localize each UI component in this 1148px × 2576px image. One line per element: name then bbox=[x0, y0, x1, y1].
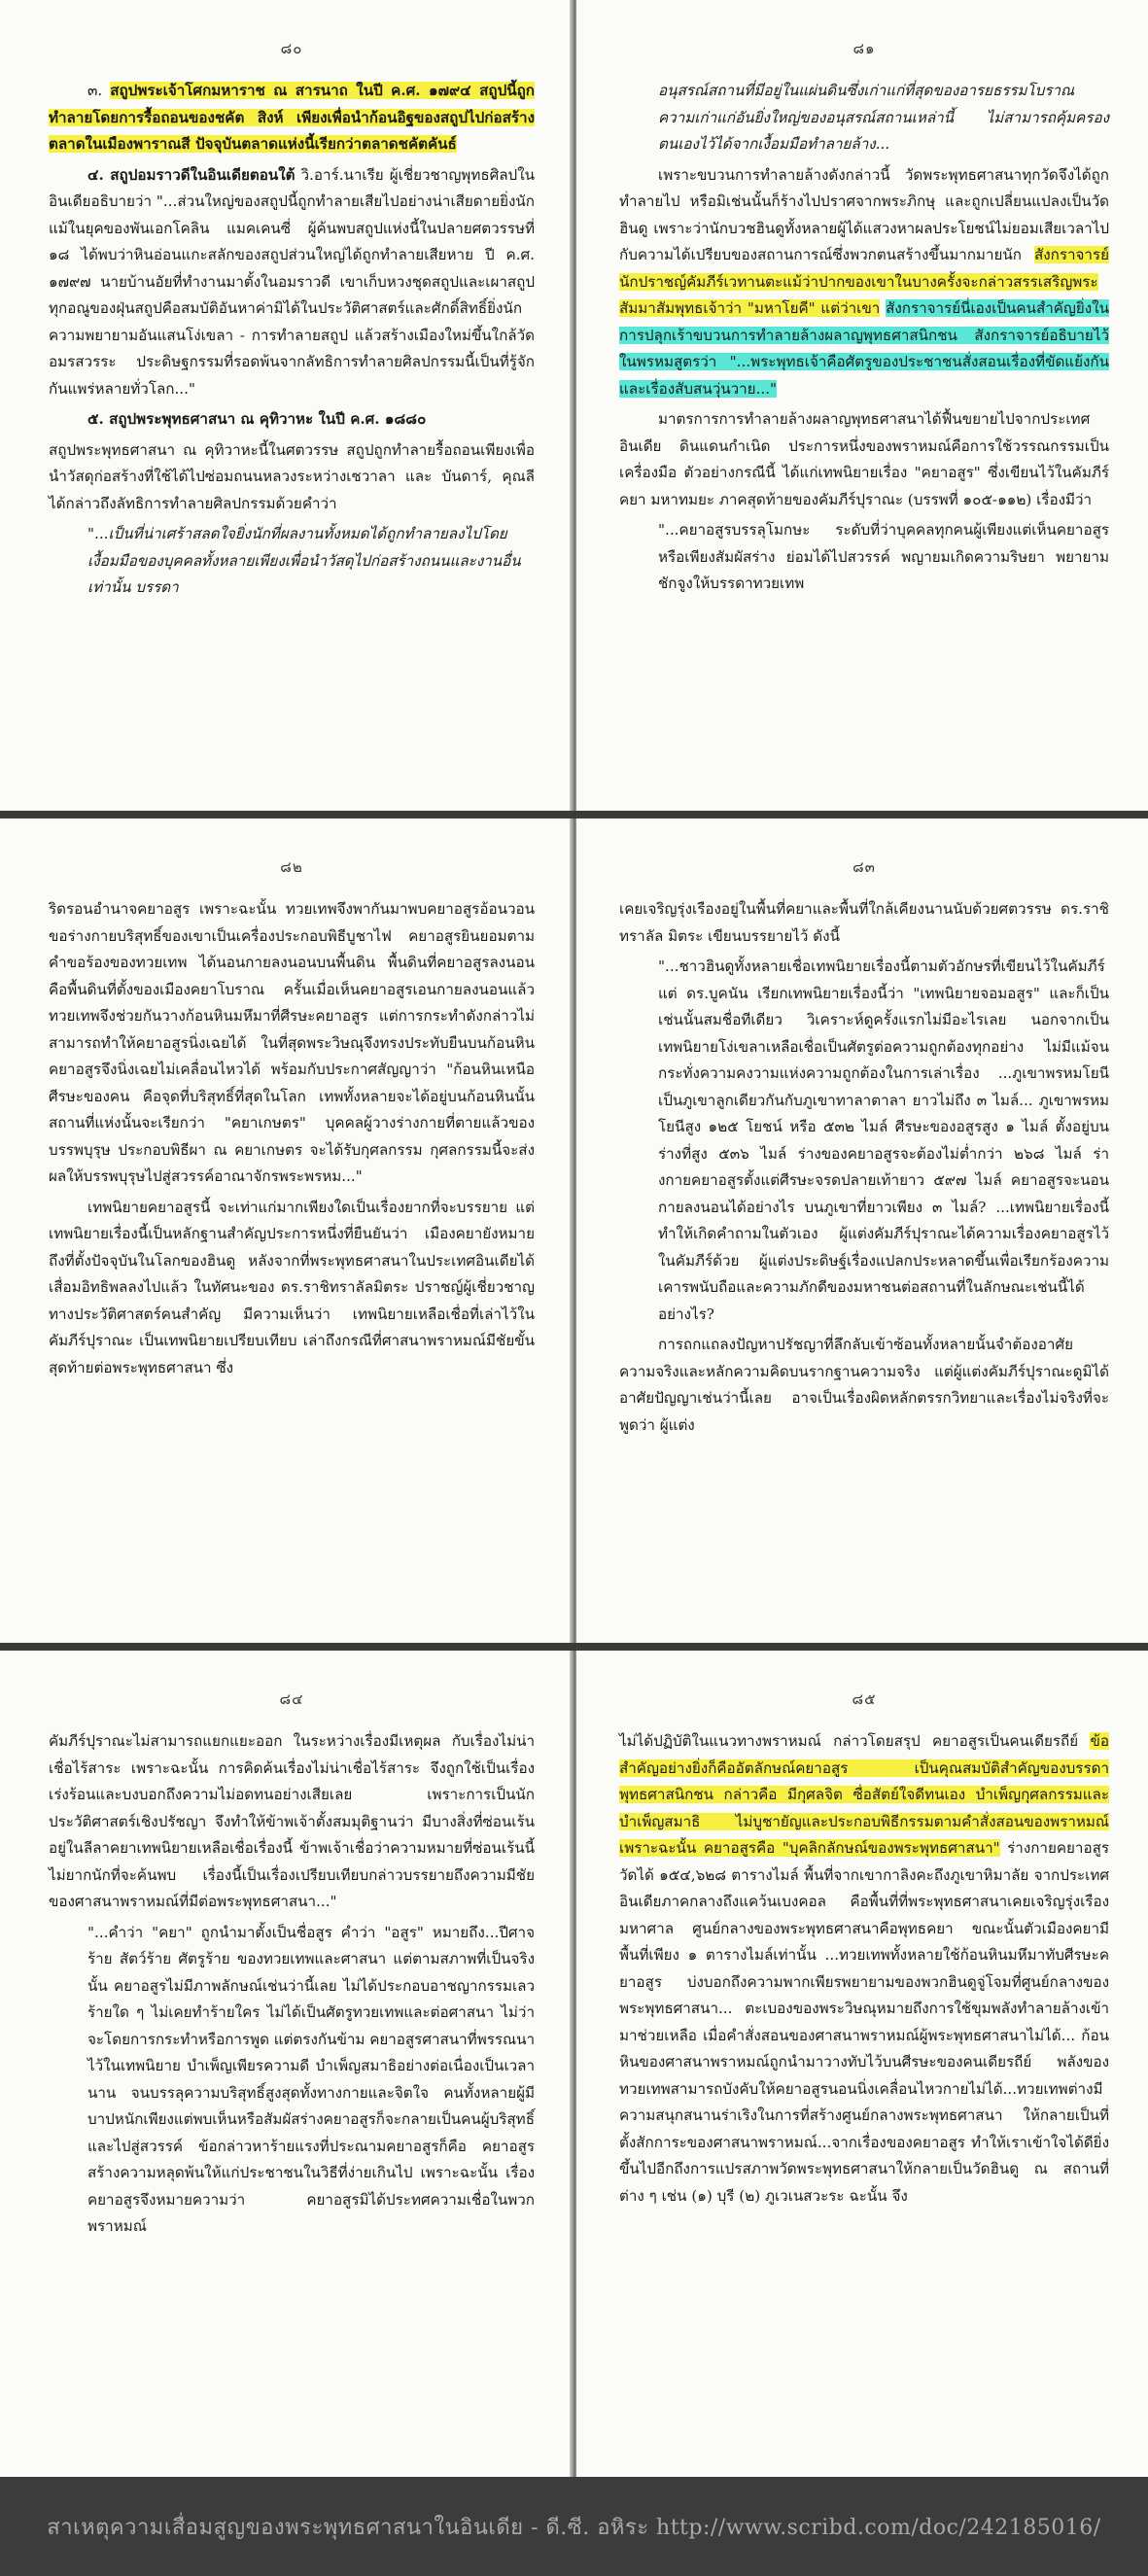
quote: "...คำว่า "คยา" ถูกนำมาตั้งเป็นชื่อสูร คำว่า "อสูร" หมายถึง...ปีศาจร้าย สัตว์ร้าย ศัตรูร้าย ของทวยเทพและศาสนา แต่ตามสภาพที่เป็นจริงนั้น คยาอสูรไม่มีภาพลักษณ์เช่นว่านี้เลย ไม่ได้ประกอบอาชญากรรมเลวร้ายใด ๆ ไม่เคยทำร้ายใคร ไม่ได้เป็นศัตรูทวยเทพและต่อศาสนา ไม่ว่าจะโดยการกระทำหรือการพูด แต่ตรงกันข้าม คยาอสูรศาสนาที่พรรณนาไว้ในเทพนิยาย บำเพ็ญเพียรความดี บำเพ็ญสมาธิอย่างต่อเนื่องเป็นเวลานาน จนบรรลุความบริสุทธิ์สูงสุดทั้งทางกายและจิตใจ คนทั้งหลายผู้มีบาปหนักเพียงแต่พบเห็นหรือสัมผัสร่างคยาอสูรก็จะกลายเป็นคนผู้บริสุทธิ์และไปสู่สวรรค์ ข้อกล่าวหาร้ายแรงที่ประณามคยาอสูรก็คือ คยาอสูรสร้างความหลุดพ้นให้แก่ประชาชนในวิธีที่ง่ายเกินไป เพราะฉะนั้น เรื่องคยาอสูรจึงหมายความว่า คยาอสูรมิได้ประทศความเชื่อในพวกพราหมณ์ bbox=[87, 1923, 536, 2235]
footer-caption: สาเหตุความเสื่อมสูญของพระพุทธศาสนาในอินเดีย - ดี.ซี. อหิระ http://www.scribd.com/doc/242185016/ bbox=[0, 2477, 1148, 2576]
page-82 bbox=[0, 818, 572, 1643]
section-4-paragraph bbox=[49, 162, 535, 403]
section-5-title: ๕. สถูปพระพุทธศาสนา ณ คุทิวาหะ ในปี ค.ศ. ๑๘๘๐ bbox=[87, 410, 427, 428]
page-80 bbox=[0, 0, 572, 811]
highlighted-text-cyan: สังกราจารย์นี่เองเป็นคนสำคัญยิ่งในการปลุกเร้าขบวนการทำลายล้างผลาญพุทธศาสนิกชน สังกราจารย์อธิบายไว้ในพรหมสูตรว่า "...พระพุทธเจ้าคือศัตรูของประชาชนสั่งสอนเรื่องที่ขัดแย้งกัน และเรื่องสับสนวุ่นวาย..." bbox=[619, 299, 1109, 398]
paragraph: ริดรอนอำนาจคยาอสูร เพราะฉะนั้น ทวยเทพจึงพากันมาพบคยาอสูรอ้อนวอนขอร่างกายบริสุทธิ์ของเขาเป็นเครื่องประกอบพิธีบูชาไฟ คยาอสูรยินยอมตามคำขอร้องของทวยเทพ ได้นอนกายลงนอนบนพื้นดิน พื้นดินที่คยาอสูรลงนอน คือพื้นดินที่ตั้งของเมืองคยาโบราณ ครั้นเมื่อเห็นคยาอสูรเอนกายลงนอนแล้ว ทวยเทพจึงช่วยกันวางก้อนหินมหึมาที่ศีรษะคยาอสูร แต่การกระทำดังกล่าวไม่สามารถทำให้คยาอสูรนิ่งเฉยได้ ในที่สุดพระวิษณุจึงทรงประทับยืนบนก้อนหิน คยาอสูรจึงนิ่งเฉยไม่เคลื่อนไหวได้ พร้อมกับประกาศสัญญาว่า "ก้อนหินเหนือศีรษะของคน คือจุดที่บริสุทธิ์ที่สุดในโลก เทพทั้งหลายจะได้อยู่บนก้อนหินนั้น สถานที่แห่งนั้นจะเรียกว่า "คยาเกษตร" บุคคลผู้วางร่างกายที่ตายแล้วของบรรพบุรุษ ประกอบพิธีผา ณ คยาเกษตร จะได้รับกุศลกรรม กุศลกรรมนี้จะส่งผลให้บรรพบุรุษไปสู่สวรรค์อาณาจักรพระพรหม..." bbox=[49, 900, 535, 1185]
page-81 bbox=[576, 0, 1148, 811]
paragraph bbox=[619, 162, 1109, 403]
quote: "...คยาอสูรบรรลุโมกษะ ระดับที่ว่าบุคคลทุกคนผู้เพียงแต่เห็นคยาอสูร หรือเพียงสัมผัสร่าง ย่อมได้ไปสวรรค์ พญายมเกิดความริษยา พยายามชักจูงให้บรรดาทวยเทพ bbox=[658, 521, 1109, 592]
quote-continuation: อนุสรณ์สถานที่มีอยู่ในแผ่นดินซึ่งเก่าแก่ที่สุดของอารยธรรมโบราณ ความเก่าแก่อันยิ่งใหญ่ของอนุสรณ์สถานเหล่านี้ ไม่สามารถคุ้มครองตนเองไว้ได้จากเงื้อมมือทำลายล้าง... bbox=[658, 82, 1109, 153]
page-number: ๘๒ bbox=[280, 858, 303, 876]
highlighted-text: ข้อสำคัญอย่างยิ่งก็คืออัตลักษณ์คยาอสูร เป็นคุณสมบัติสำคัญของบรรดาพุทธศาสนิกชน กล่าวคือ มีกุศลจิต ซื่อสัตย์ใจดีทนเอง บำเพ็ญกุศลกรรมและบำเพ็ญสมาธิ ไม่บูชายัญและประกอบพิธีกรรมตามคำสั่งสอนของพราหมณ์ เพราะฉะนั้น คยาอสูรคือ "บุคลิกลักษณ์ของพระพุทธศาสนา" bbox=[619, 1732, 1109, 1857]
page-number: ๘๓ bbox=[852, 858, 876, 876]
page-number: ๘๕ bbox=[852, 1690, 877, 1708]
page-number: ๘๔ bbox=[279, 1690, 304, 1708]
paragraph: เทพนิยายคยาอสูรนี้ จะเท่าแก่มากเพียงใดเป็นเรื่องยากที่จะบรรยาย แต่เทพนิยายเรื่องนี้เป็นหลักฐานสำคัญประการหนึ่งที่ยืนยันว่า เมืองคยายังหมายถึงที่ตั้งปัจจุบันในโลกของฮินดู หลังจากที่พระพุทธศาสนาในประเทศอินเดียได้เสื่อมอิทธิพลลงไปแล้ว ในทัศนะของ ดร.ราชิทราลัลมิตระ ปราชญ์ผู้เชี่ยวชาญทางประวัติศาสตร์คนสำคัญ มีความเห็นว่า เทพนิยายเหลือเชื่อที่เล่าไว้ในคัมภีร์ปุราณะ เป็นเทพนิยายเปรียบเทียบ เล่าถึงกรณีที่ศาสนาพราหมณ์มีชัยขั้นสุดท้ายต่อพระพุทธศาสนา ซึ่ง bbox=[49, 1198, 535, 1376]
section-4-title: ๔. สถูปอมราวดีในอินเดียตอนใต้ bbox=[87, 165, 296, 184]
paragraph-text: ไม่ได้ปฏิบัติในแนวทางพราหมณ์ กล่าวโดยสรุป คยาอสูรเป็นคนเดียรถีย์ bbox=[619, 1732, 1079, 1750]
page-number: ๘๐ bbox=[280, 40, 303, 57]
paragraph-text: เพราะขบวนการทำลายล้างดังกล่าวนี้ วัดพระพุทธศาสนาทุกวัดจึงได้ถูกทำลายไป หรือมิเช่นนั้นก็ร้างไปปราศจากพระภิกษุ และถูกเปลี่ยนแปลงเป็นวัดฮินดู เพราะว่านักบวชฮินดูทั้งหลายผู้ได้แสวงหาผลประโยชน์ไม่ยอมเสียเวลาไปกับความได้เปรียบของสถานการณ์ซึ่งพวกตนสร้างขึ้นมากมายนัก bbox=[619, 165, 1109, 263]
paragraph: มาตรการการทำลายล้างผลาญพุทธศาสนาได้ฟื้นขยายไปจากประเทศอินเดีย ดินแดนกำเนิด ประการหนึ่งของพราหมณ์คือการใช้วรรณกรรมเป็นเครื่องมือ ตัวอย่างกรณีนี้ ได้แก่เทพนิยายเรื่อง "คยาอสูร" ซึ่งเขียนไว้ในคัมภีร์คยา มหาทมยะ ภาคสุดท้ายของคัมภีร์ปุราณะ (บรรพที่ ๑๐๕-๑๑๒) เรื่องมีว่า bbox=[619, 410, 1109, 508]
section-4-text: วิ.อาร์.นาเรีย ผู้เชี่ยวชาญพุทธศิลปในอินเดียอธิบายว่า "...ส่วนใหญ่ของสถูปนี้ถูกทำลายเสียไปอย่างน่าเสียดายยิ่งนัก แม้ในยุคของพันเอกโคลิน แมคเคนซี่ ผู้ค้นพบสถูปแห่งนี้ในปลายศตวรรษที่ ๑๘ ได้พบว่าหินอ่อนแกะสลักของสถูปส่วนใหญ่ได้ถูกทำลายเสียหาย ปี ค.ศ. ๑๗๙๗ นายบ้านอัยที่ทำงานมาตั้งในอมราวดี เขาเก็บหวงชุดสถูปและเผาสถูป ทุกอณูของฝุ่นสถูปคือสมบัติอันหาค่ามิได้ในประวัติศาสตร์และศักดิ์สิทธิ์ยิ่งนัก ความพยายามอันแสนโง่เขลา - การทำลายสถูป แล้วสร้างเมืองใหม่ขึ้นใกล้วัดอมรสวรระ ประดิษฐกรรมที่รอดพ้นจากลัทธิการทำลายศิลปกรรมนี้เป็นที่รู้จักกันแพร่หลายทั่วโลก..." bbox=[49, 165, 535, 398]
spread-pages-82-83 bbox=[0, 818, 1148, 1643]
page-84 bbox=[0, 1651, 572, 2477]
section-5-text: สถูปพระพุทธศาสนา ณ คุทิวาหะนี้ในศตวรรษ สถูปถูกทำลายรื้อถอนเพียงเพื่อนำวัสดุก่อสร้างที่ใช้ได้ไปซ่อมถนนหลวงระหว่างเชวาลา และ บันดาร์, คุณลี ได้กล่าวถึงลัทธิการทำลายศิลปกรรมด้วยคำว่า bbox=[49, 440, 535, 512]
section-3-paragraph bbox=[49, 78, 535, 158]
paragraph-text: ร่างกายคยาอสูรวัดได้ ๑๕๔,๖๒๘ ตารางไมล์ พื้นที่จากเขากาลิงคะถึงภูเขาหิมาลัย จากประเทศอินเดียภาคกลางถึงแคว้นเบงคอล คือพื้นที่ที่พระพุทธศาสนาเคยเจริญรุ่งเรืองมหาศาล ศูนย์กลางของพระพุทธศาสนาคือพุทธคยา ขณะนั้นตัวเมืองคยามีพื้นที่เพียง ๑ ตารางไมล์เท่านั้น ...ทวยเทพทั้งหลายใช้ก้อนหินมหึมาทับศีรษะคยาอสูร บ่งบอกถึงความพากเพียรพยายามของพวกฮินดูจู่โจมที่ศูนย์กลางของพระพุทธศาสนา... ตะเบองของพระวิษณุหมายถึงการใช้ขุมพลังทำลายล้างเข้ามาช่วยเหลือ เมื่อคำสั่งสอนของศาสนาพราหมณ์ผู้พระพุทธศาสนาไม่ได้... ก้อนหินของศาสนาพราหมณ์ถูกนำมาวางทับไว้บนศีรษะของคนเดียรถีย์ พลังของทวยเทพสามารถบังคับให้คยาอสูรนอนนิ่งเคลื่อนไหวกายไม่ได้...ทวยเทพต่างมีความสนุกสนานร่าเริงในการที่สร้างศูนย์กลางพระพุทธศาสนา ให้กลายเป็นที่ตั้งสักการะของศาสนาพราหมณ์...จากเรื่องของคยาอสูร ทำให้เราเข้าใจได้ดียิ่งขึ้นไปอีกถึงการแปรสภาพวัดพระพุทธศาสนาให้กลายเป็นวัดฮินดู ณ สถานที่ต่าง ๆ เช่น (๑) บุรี (๒) ภูเวเนสวะระ ฉะนั้น จึง bbox=[619, 1839, 1109, 2205]
highlighted-text: สังกราจารย์นักปราชญ์คัมภีร์เวทานตะแม้ว่าปากของเขาในบางครั้งจะกล่าวสรรเสริญพระสัมมาสัมพุทธเจ้าว่า "มหาโยคี" แต่ว่าเขา bbox=[619, 246, 1109, 317]
highlighted-text: สถูปพระเจ้าโศกมหาราช ณ สารนาถ ในปี ค.ศ. ๑๗๙๔ สถูปนี้ถูกทำลายโดยการรื้อถอนของชคัต สิงห์ เพียงเพื่อนำก้อนอิฐของสถูปไปก่อสร้างตลาดในเมืองพาราณสี ปัจจุบันตลาดแห่งนี้เรียกว่าตลาดชคัตคันธ์ bbox=[49, 82, 536, 153]
paragraph: การถกแถลงปัญหาปรัชญาที่ลึกลับเข้าซ้อนทั้งหลายนั้นจำต้องอาศัยความจริงและหลักความคิดบนรากฐานความจริง แต่ผู้แต่งคัมภีร์ปุราณะดูมิได้อาศัยปัญญาเช่นว่านี้เลย อาจเป็นเรื่องผิดหลักตรรกวิทยาและเรื่องไม่จริงที่จะพูดว่า ผู้แต่ง bbox=[619, 1336, 1109, 1434]
paragraph: คัมภีร์ปุราณะไม่สามารถแยกแยะออก ในระหว่างเรื่องมีเหตุผล กับเรื่องไม่น่าเชื่อไร้สาระ เพราะฉะนั้น การคิดค้นเรื่องไม่น่าเชื่อไร้สาระ จึงถูกใช้เป็นเรื่องเร่งร้อนและบงบอกถึงความไม่อดทนอย่างเสียเลย เพราะการเป็นนักประวัติศาสตร์เชิงปรัชญา จึงทำให้ข้าพเจ้าตั้งสมมุติฐานว่า มีบางสิ่งที่ซ่อนเร้นอยู่ในลีลาคยาเทพนิยายเหลือเชื่อเรื่องนี้ ข้าพเจ้าเชื่อว่าความหมายที่ซ่อนเร้นนี้ไม่ยากนักที่จะค้นพบ เรื่องนี้เป็นเรื่องเปรียบเทียบกล่าวบรรยายถึงความมีชัยของศาสนาพราหมณ์ที่มีต่อพระพุทธศาสนา..." bbox=[49, 1732, 535, 1910]
spread-pages-80-81 bbox=[0, 0, 1148, 811]
quote: "...ชาวฮินดูทั้งหลายเชื่อเทพนิยายเรื่องนี้ตามตัวอักษรที่เขียนไว้ในคัมภีร์ แต่ ดร.บูคนัน เรียกเทพนิยายเรื่องนี้ว่า "เทพนิยายจอมอสูร" และก็เป็นเช่นนั้นสมชื่อทีเดียว วิเคราะห์ดูครั้งแรกไม่มีอะไรเลย นอกจากเป็นเทพนิยายโง่เขลาเหลือเชื่อเป็นศัตรูต่อความถูกต้องทุกอย่าง ไม่มีแม้จนกระทั่งความคงวามแห่งความถูกต้องในการเล่าเรื่อง ...ภูเขาพรหมโยนี เป็นภูเขาลูกเดียวกันกับภูเขาทาลาตาลา ยาวไม่ถึง ๓ ไมล์... ภูเขาพรหมโยนีสูง ๑๒๕ โยชน์ หรือ ๕๓๒ ไมล์ ศีรษะของอสูรสูง ๑ ไมล์ ตั้งอยู่บนร่างที่สูง ๕๓๖ ไมล์ ร่างของคยาอสูรจะต้องไม่ต่ำกว่า ๒๖๘ ไมล์ ร่างกายคยาอสูรตั้งแต่ศีรษะจรดปลายเท้ายาว ๕๙๗ ไมล์ คยาอสูรจะนอนกายลงนอนได้อย่างไร บนภูเขาที่ยาวเพียง ๓ ไมล์? ...เทพนิยายเรื่องนี้ทำให้เกิดคำถามในตัวเอง ผู้แต่งคัมภีร์ปุราณะได้ความเรื่องคยาอสูรไว้ในคัมภีร์ด้วย ผู้แต่งประดิษฐ์เรื่องแปลกประหลาดขึ้นเพื่อเรียกร้องความเคารพนับถือและความภักดีของมหาชนต่อสถานที่ในลักษณะเช่นนี้ได้อย่างไร? bbox=[658, 957, 1109, 1323]
page-number: ๘๑ bbox=[852, 40, 876, 57]
paragraph bbox=[619, 1728, 1109, 2210]
section-3-number: ๓. bbox=[87, 82, 103, 99]
page-85 bbox=[576, 1651, 1148, 2477]
spread-pages-84-85 bbox=[0, 1651, 1148, 2477]
page-83 bbox=[576, 818, 1148, 1643]
section-5-quote: "...เป็นที่น่าเศร้าสลดใจยิ่งนักที่ผลงานทั้งหมดได้ถูกทำลายลงไปโดยเงื้อมมือของบุคคลทั้งหลายเพียงเพื่อนำวัสดุไปก่อสร้างถนนและงานอื่นเท่านั้น บรรดา bbox=[87, 525, 521, 596]
paragraph: เคยเจริญรุ่งเรืองอยู่ในพื้นที่คยาและพื้นที่ใกล้เคียงนานนับด้วยศตวรรษ ดร.ราชิทราลัล มิตระ เขียนบรรยายไว้ ดังนี้ bbox=[619, 900, 1109, 945]
